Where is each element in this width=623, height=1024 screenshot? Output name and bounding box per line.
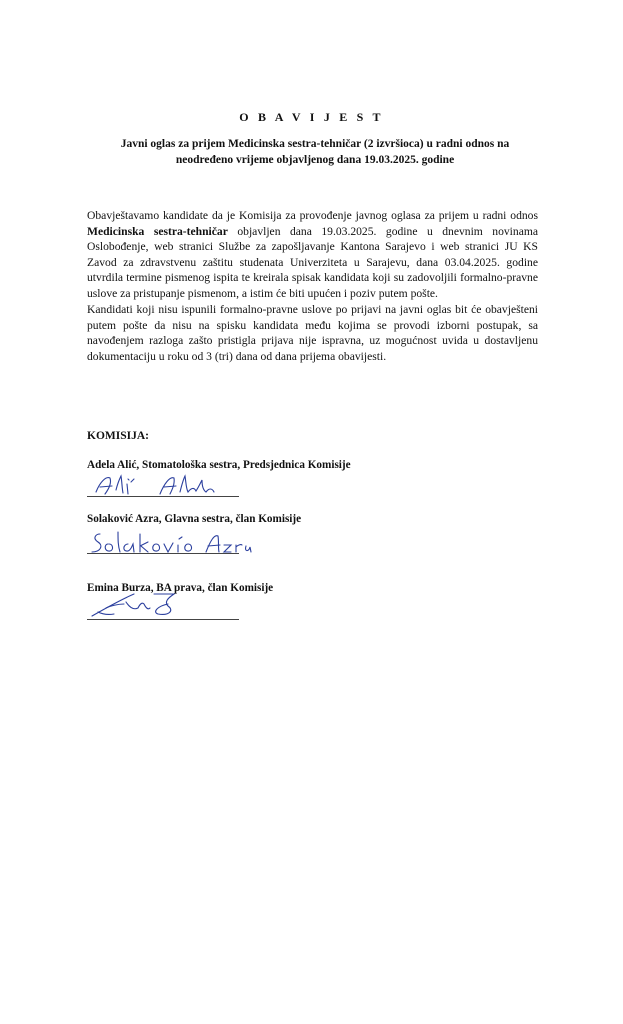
committee-heading: KOMISIJA: (87, 430, 149, 442)
page-title: O B A V I J E S T (239, 110, 384, 124)
paragraph-1-position: Medicinska sestra-tehničar (87, 224, 228, 238)
paragraph-1-rest: objavljen dana 19.03.2025. godine u dnevnim novinama Oslobođenje, web stranici Službe za zapošljavanje Kantona Sarajevo i web stranici JU KS Zavod za zdravstvenu zaštitu studenata Univerziteta u Sarajevu, dana 03.04.2025. godine utvrdila termine pismenog ispita te kreirala spisak kandidata koji su zadovoljili formalno-pravne uslove za pristupanje pismenom, a istim će biti upućen i poziv putem pošte. (87, 224, 539, 300)
committee-member-1: Adela Alić, Stomatološka sestra, Predsjednica Komisije (87, 459, 351, 471)
signature-line-3 (87, 619, 239, 620)
committee-member-2: Solaković Azra, Glavna sestra, član Komisije (87, 513, 302, 525)
paragraph-1 (87, 208, 538, 301)
paragraph-2: Kandidati koji nisu ispunili formalno-pravne uslove po prijavi na javni oglas bit će obavješteni putem pošte da nisu na spisku kandidata među kojima se provodi izborni postupak, sa navođenjem razloga zašto pristigla prijava nije ispravna, uz mogućnost uvida u dostavljenu dokumentaciju u roku od 3 (tri) dana od dana prijema obavijesti. (87, 303, 538, 363)
subtitle-line-1: Javni oglas za prijem Medicinska sestra-tehničar (2 izvršioca) u radni odnos na (120, 138, 510, 150)
signature-line-2 (87, 553, 239, 554)
subtitle (100, 136, 530, 168)
subtitle-line-2: neodređeno vrijeme objavljenog dana 19.03.2025. godine (175, 154, 455, 166)
signature-3 (78, 586, 188, 622)
paragraph-1-intro: Obavještavamo kandidate da je Komisija za provođenje javnog oglasa za prijem u radni odnos (87, 209, 538, 222)
committee-member-3: Emina Burza, BA prava, član Komisije (87, 582, 274, 594)
signature-line-1 (87, 496, 239, 497)
